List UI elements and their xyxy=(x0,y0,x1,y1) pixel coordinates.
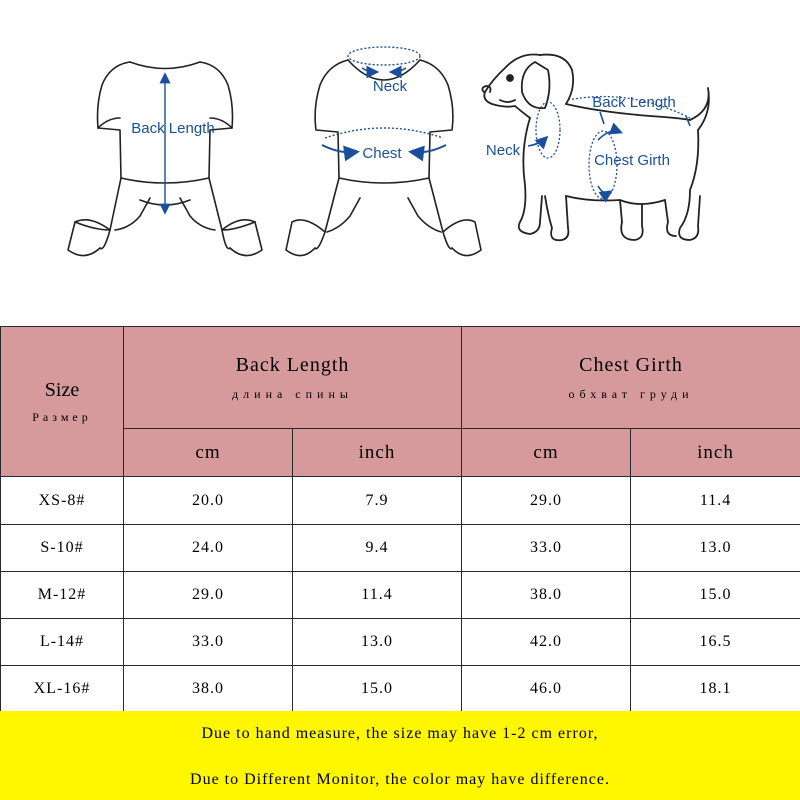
measurement-diagram xyxy=(0,0,800,300)
chest-inch-cell: 18.1 xyxy=(631,666,800,713)
table-row xyxy=(1,666,800,713)
chest-girth-header-ru: обхват груди xyxy=(568,386,694,401)
size-header-ru: Размер xyxy=(32,409,92,424)
chest-measure-ring xyxy=(325,128,443,138)
size-cell: XS-8# xyxy=(1,477,124,525)
chest-inch-cell: 13.0 xyxy=(631,525,800,572)
table-row xyxy=(1,525,800,572)
chest-inch-cell: 15.0 xyxy=(631,572,800,619)
size-cell: XL-16# xyxy=(1,666,124,713)
size-column-header xyxy=(1,327,124,477)
back-cm-cell: 20.0 xyxy=(124,477,293,525)
back-inch-cell: 13.0 xyxy=(293,619,462,666)
table-row xyxy=(1,619,800,666)
dog-neck-label: Neck xyxy=(485,142,521,159)
back-cm-cell: 33.0 xyxy=(124,619,293,666)
back-length-header-ru: длина спины xyxy=(232,386,353,401)
size-cell: M-12# xyxy=(1,572,124,619)
back-inch-cell: 7.9 xyxy=(293,477,462,525)
chest-cm-cell: 29.0 xyxy=(462,477,631,525)
dog-neck-measure xyxy=(536,102,560,158)
chest-girth-header xyxy=(462,327,800,429)
chest-cm-cell: 38.0 xyxy=(462,572,631,619)
chest-girth-header-en: Chest Girth xyxy=(579,353,683,376)
size-cell: S-10# xyxy=(1,525,124,572)
measurement-notice xyxy=(0,711,800,800)
chest-cm-cell: 42.0 xyxy=(462,619,631,666)
garment-chest-label: Chest xyxy=(362,145,402,162)
garment-neck-label: Neck xyxy=(372,78,408,95)
back-cm-cell: 24.0 xyxy=(124,525,293,572)
chest-girth-cm-header: cm xyxy=(462,429,631,477)
back-inch-cell: 9.4 xyxy=(293,525,462,572)
table-row xyxy=(1,572,800,619)
chest-cm-cell: 33.0 xyxy=(462,525,631,572)
back-length-cm-header: cm xyxy=(124,429,293,477)
chest-inch-cell: 11.4 xyxy=(631,477,800,525)
size-header-en: Size xyxy=(44,378,80,401)
back-length-inch-header: inch xyxy=(293,429,462,477)
chest-girth-inch-header: inch xyxy=(631,429,800,477)
dog-chest-girth-label: Chest Girth xyxy=(594,152,670,169)
back-cm-cell: 29.0 xyxy=(124,572,293,619)
dog-back-length-label: Back Length xyxy=(592,94,676,111)
table-row xyxy=(1,477,800,525)
neck-measure-ring xyxy=(348,47,420,65)
size-chart-table xyxy=(0,326,800,713)
chest-inch-cell: 16.5 xyxy=(631,619,800,666)
size-cell: L-14# xyxy=(1,619,124,666)
back-inch-cell: 11.4 xyxy=(293,572,462,619)
back-length-header-en: Back Length xyxy=(235,353,350,376)
notice-line-measure: Due to hand measure, the size may have 1-2 cm error, xyxy=(201,725,599,742)
back-length-header xyxy=(124,327,462,429)
measurement-illustrations xyxy=(0,0,800,300)
garment-back-length-label: Back Length xyxy=(131,120,215,137)
chest-cm-cell: 46.0 xyxy=(462,666,631,713)
back-inch-cell: 15.0 xyxy=(293,666,462,713)
notice-line-monitor: Due to Different Monitor, the color may have difference. xyxy=(190,771,610,788)
back-cm-cell: 38.0 xyxy=(124,666,293,713)
